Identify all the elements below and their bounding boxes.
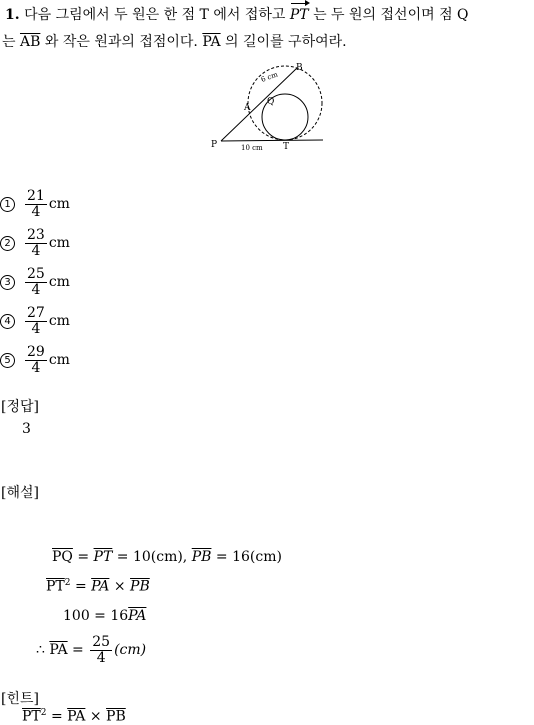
choice-2[interactable] <box>0 228 70 258</box>
solution-eq-1: $\overline{PQ} = \overline{PT} = 10(cm)$, $\overline{PB} = 16(cm)$ <box>52 549 282 565</box>
choice-marker: 5 <box>0 353 15 368</box>
solution-label: [해설] <box>1 485 39 501</box>
problem-number: 1. <box>5 7 20 23</box>
choice-1[interactable] <box>0 189 70 219</box>
length-10cm: 10 cm <box>241 144 263 152</box>
label-a: A <box>244 103 251 113</box>
choice-unit: cm <box>48 274 70 291</box>
solution-eq-4: ∴ $\overline{PA}$ = $\frac{25}{4}$ (cm) <box>36 634 147 666</box>
choice-unit: cm <box>48 196 70 213</box>
geometry-figure <box>205 58 330 155</box>
label-t: T <box>283 142 290 152</box>
segment-pa: $\overline{PA}$ <box>202 34 221 50</box>
choice-fraction: $\frac{25}{4}$ <box>27 266 45 298</box>
choice-5[interactable] <box>0 345 70 375</box>
choice-marker: 3 <box>0 275 15 290</box>
choice-4[interactable] <box>0 306 70 336</box>
secant-line-pb <box>221 68 297 141</box>
choice-3[interactable] <box>0 267 70 297</box>
choice-fraction: $\frac{21}{4}$ <box>27 188 45 220</box>
choice-unit: cm <box>48 352 70 369</box>
problem-text: 다음 그림에서 두 원은 한 점 T 에서 접하고 <box>24 7 286 23</box>
choice-unit: cm <box>48 313 70 330</box>
choice-fraction: $\frac{23}{4}$ <box>27 227 45 259</box>
segment-ab: $\overline{AB}$ <box>19 34 41 50</box>
choice-unit: cm <box>48 235 70 252</box>
problem-line-1 <box>5 4 469 24</box>
problem-text: 는 두 원의 접선이며 점 Q <box>313 7 469 23</box>
problem-text: 와 작은 원과의 접점이다. <box>44 34 198 50</box>
label-p: P <box>211 140 218 150</box>
length-6cm: 6 cm <box>259 70 279 84</box>
large-circle <box>248 66 322 140</box>
answer-value: 3 <box>22 421 31 437</box>
hint-eq: $\overline{PT}^2 = \overline{PA} \times \overline{PB}$ <box>22 708 126 725</box>
problem-text: 는 <box>2 34 16 50</box>
choice-marker: 1 <box>0 197 15 212</box>
solution-eq-2: $\overline{PT}^2 = \overline{PA} \times \overline{PB}$ <box>46 578 150 595</box>
problem-line-2 <box>2 31 347 51</box>
tangent-line-pt <box>221 140 323 141</box>
vector-pt: PT <box>289 7 309 23</box>
solution-eq-3: $100 = 16\overline{PA}$ <box>63 608 147 624</box>
choice-marker: 4 <box>0 314 15 329</box>
problem-text: 의 길이를 구하여라. <box>225 34 347 50</box>
choice-fraction: $\frac{29}{4}$ <box>27 344 45 376</box>
choice-marker: 2 <box>0 236 15 251</box>
label-b: B <box>296 63 303 73</box>
hint-label: [힌트] <box>1 691 39 707</box>
answer-label: [정답] <box>1 399 39 415</box>
label-q: Q <box>267 97 275 107</box>
choice-fraction: $\frac{27}{4}$ <box>27 305 45 337</box>
